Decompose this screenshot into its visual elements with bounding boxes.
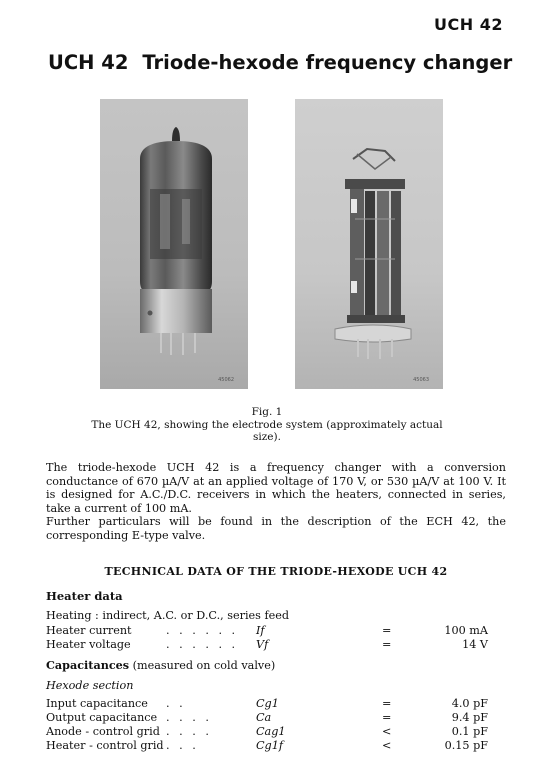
electrode-system-illustration <box>295 99 443 389</box>
spec-relation: = <box>382 711 392 724</box>
page-title <box>48 51 513 74</box>
spec-label: Heater current <box>46 624 132 637</box>
spec-relation: = <box>382 697 392 710</box>
title-model: UCH 42 <box>48 51 129 74</box>
intro-text <box>46 461 506 543</box>
hexode-section-heading: Hexode section <box>46 679 134 692</box>
figure-label: Fig. 1 <box>251 406 283 418</box>
leader-dots: . . . . <box>166 725 212 738</box>
spec-label: Input capacitance <box>46 697 148 710</box>
spec-relation: < <box>382 739 392 752</box>
valve-photo <box>100 99 248 389</box>
figure-caption <box>80 406 454 444</box>
spec-relation: = <box>382 624 392 637</box>
spec-row-heater-control-grid <box>46 739 506 752</box>
technical-data-heading: TECHNICAL DATA OF THE TRIODE-HEXODE UCH 42 <box>104 565 448 578</box>
spec-value: 0.15 pF <box>444 739 488 752</box>
spec-value: 100 mA <box>444 624 488 637</box>
electrode-system-photo <box>295 99 443 389</box>
spec-label: Heater - control grid <box>46 739 164 752</box>
spec-row-anode-control-grid <box>46 725 506 738</box>
leader-dots: . . . . <box>166 711 212 724</box>
heating-line: Heating : indirect, A.C. or D.C., series feed <box>46 609 289 622</box>
spec-value: 9.4 pF <box>451 711 488 724</box>
intro-paragraph: The triode-hexode UCH 42 is a frequency changer with a conversion conductance of 670 µA/V at an applied voltage of 170 V, or 530 µA/V at 100 V. It is designed for A.C./D.C. receivers in which the heaters, connected in series, take a current of 100 mA. <box>46 461 506 515</box>
spec-label: Anode - control grid <box>46 725 160 738</box>
leader-dots: . . <box>166 697 186 710</box>
spec-symbol: Cg1 <box>256 697 279 710</box>
capacitances-heading <box>46 658 275 672</box>
spec-value: 0.1 pF <box>451 725 488 738</box>
photo-number: 45063 <box>413 377 429 383</box>
capacitances-title: Capacitances <box>46 658 130 672</box>
figure-caption-text: The UCH 42, showing the electrode system (approximately actual size). <box>91 418 443 443</box>
leader-dots: . . . <box>166 739 199 752</box>
spec-symbol: Vf <box>256 638 269 651</box>
spec-symbol: Cg1f <box>256 739 283 752</box>
intro-paragraph: Further particulars will be found in the description of the ECH 42, the corresponding E-type valve. <box>46 515 506 542</box>
spec-label: Heater voltage <box>46 638 131 651</box>
spec-row-heater-current <box>46 624 506 637</box>
title-description: Triode-hexode frequency changer <box>142 51 513 74</box>
valve-bulb-illustration <box>100 99 248 389</box>
leader-dots: . . . . . . <box>166 638 239 651</box>
photo-number: 45062 <box>218 377 234 383</box>
spec-row-input-capacitance <box>46 697 506 710</box>
spec-row-heater-voltage <box>46 638 506 651</box>
running-head: UCH 42 <box>434 15 503 34</box>
capacitances-note: (measured on cold valve) <box>132 659 276 672</box>
spec-row-output-capacitance <box>46 711 506 724</box>
spec-label: Output capacitance <box>46 711 158 724</box>
spec-relation: < <box>382 725 392 738</box>
spec-symbol: Cag1 <box>256 725 286 738</box>
spec-relation: = <box>382 638 392 651</box>
leader-dots: . . . . . . <box>166 624 239 637</box>
heater-data-heading: Heater data <box>46 589 123 603</box>
spec-symbol: If <box>256 624 265 637</box>
spec-value: 14 V <box>462 638 488 651</box>
spec-symbol: Ca <box>256 711 272 724</box>
spec-value: 4.0 pF <box>451 697 488 710</box>
